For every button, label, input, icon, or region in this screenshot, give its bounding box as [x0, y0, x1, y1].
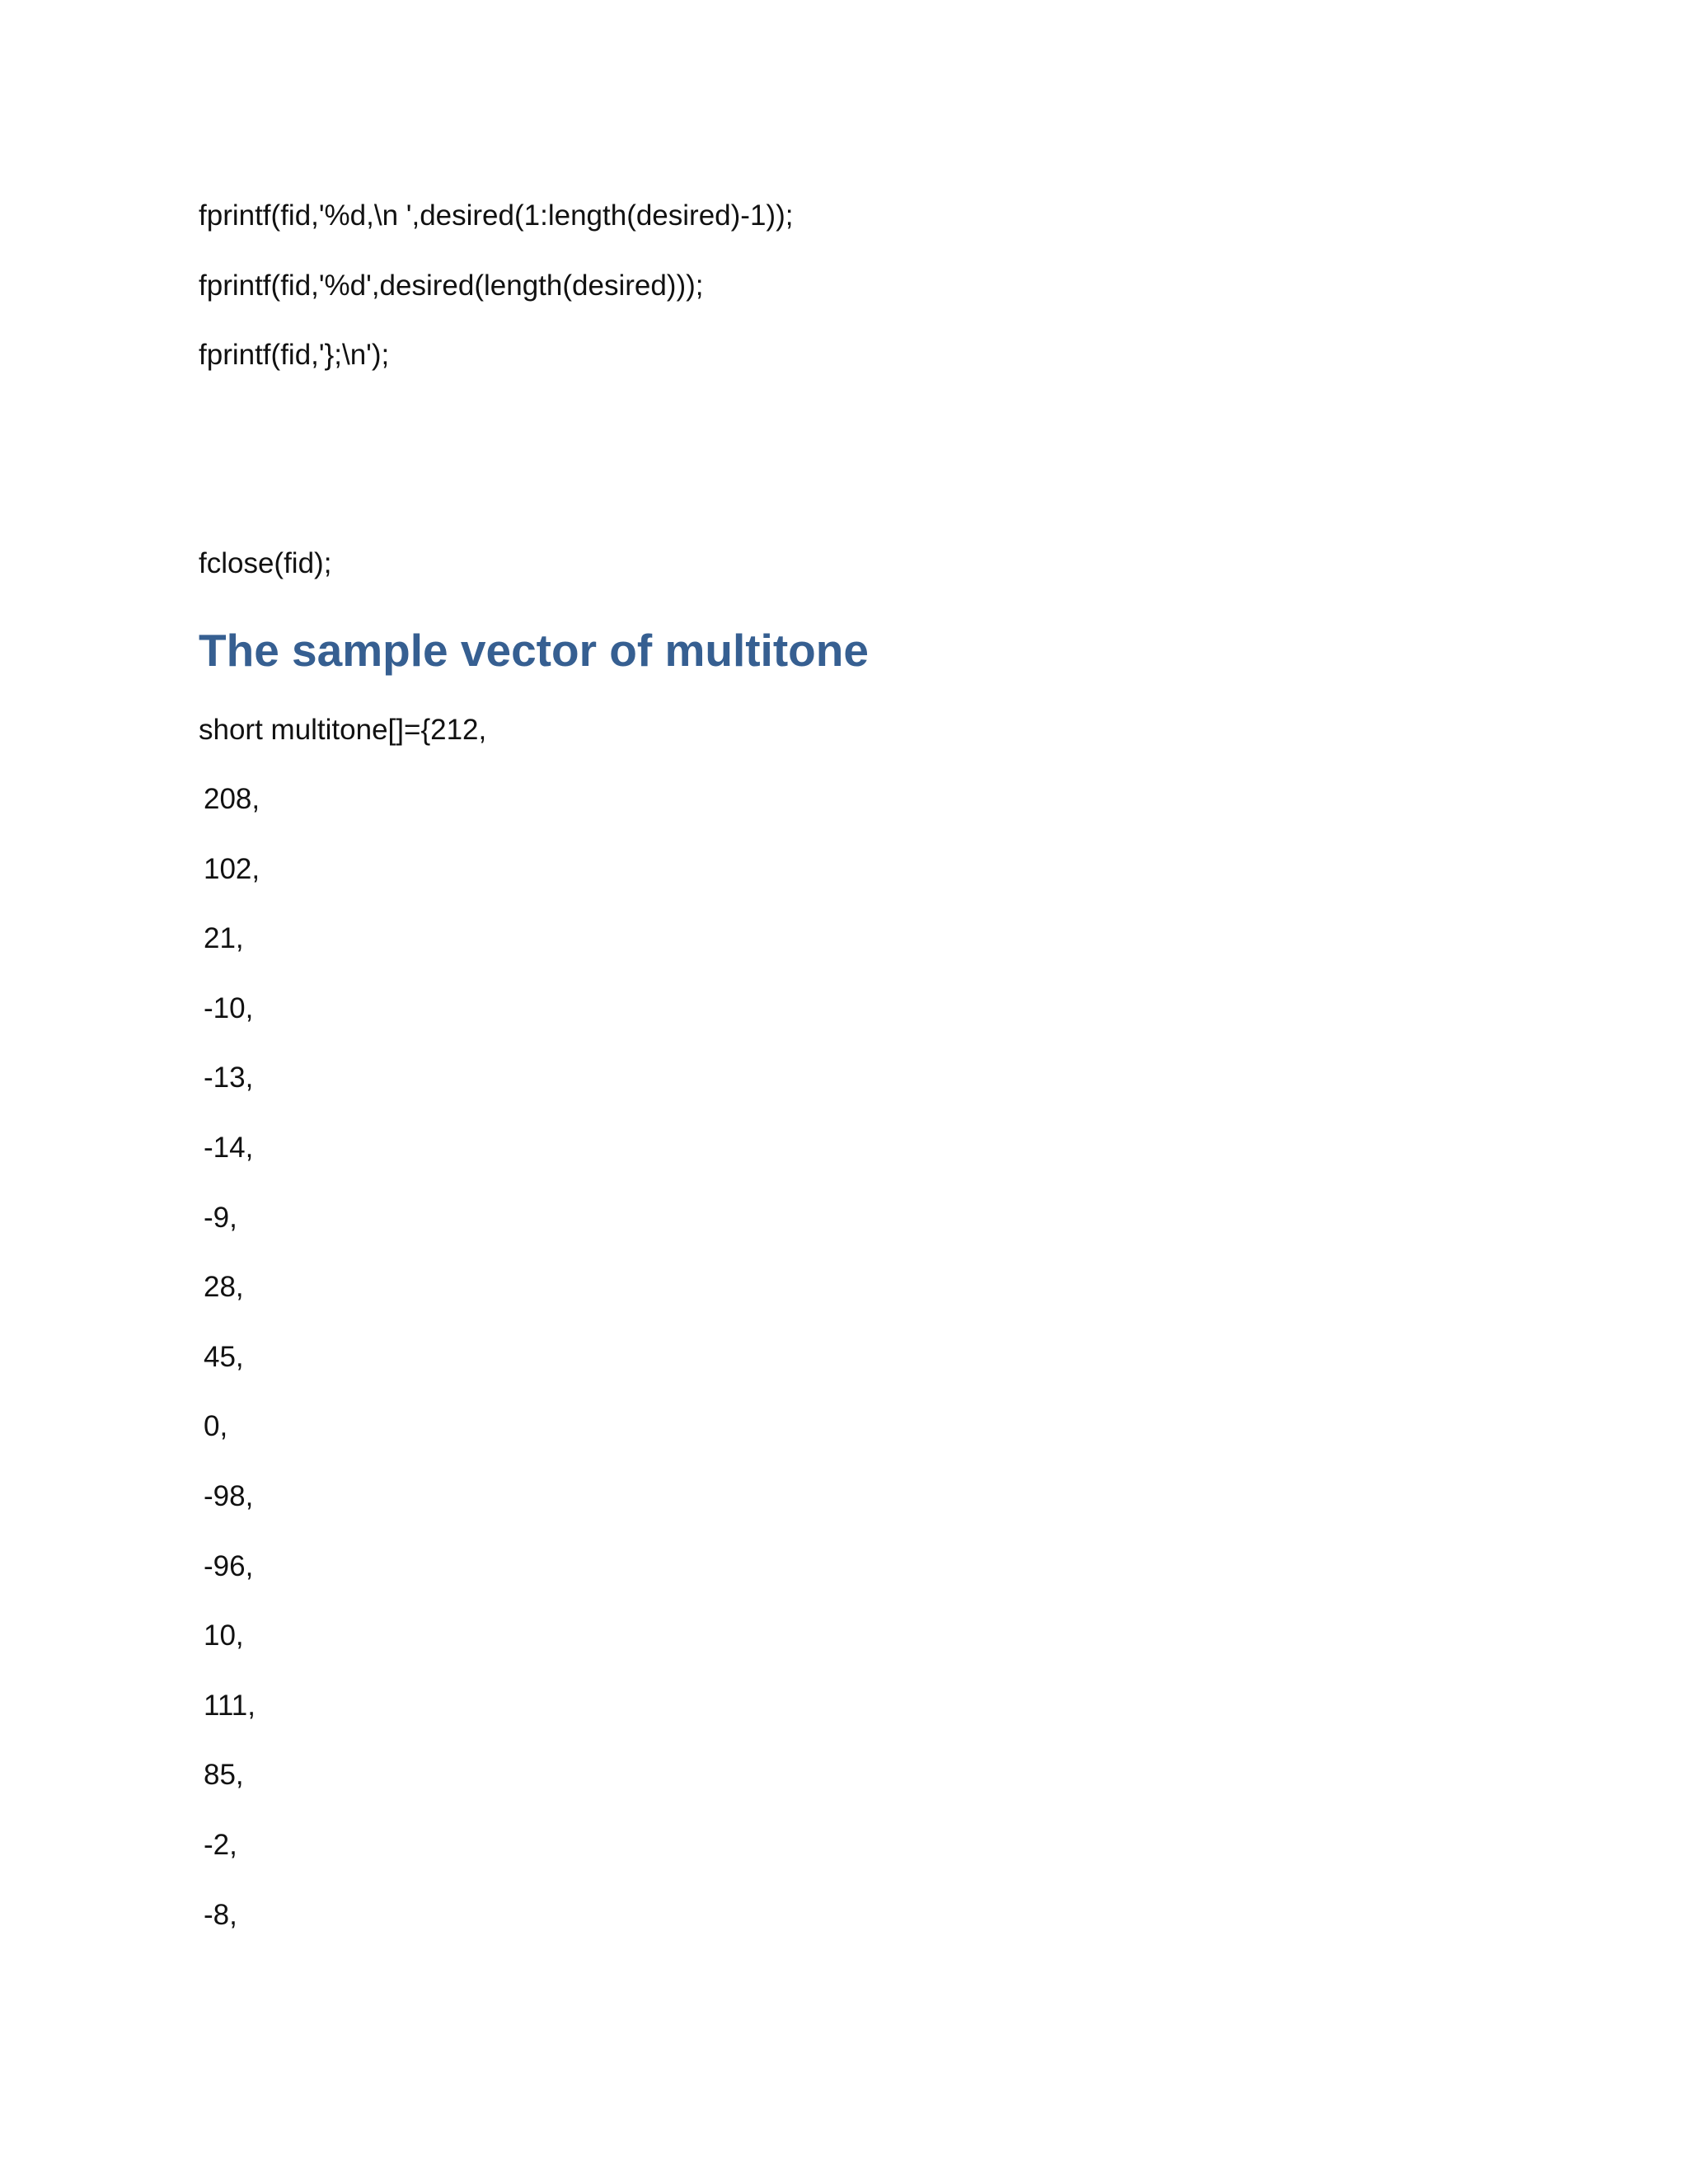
vector-value: -9,: [204, 1201, 237, 1234]
vector-value: 28,: [204, 1271, 244, 1304]
vector-value: -10,: [204, 991, 254, 1024]
code-line-fprintf-close-brace: fprintf(fid,'};\n');: [199, 339, 390, 371]
vector-value: -14,: [204, 1132, 254, 1164]
vector-value: -98,: [204, 1480, 254, 1512]
vector-value: 85,: [204, 1759, 244, 1792]
code-line-fprintf-desired-last: fprintf(fid,'%d',desired(length(desired)));: [199, 269, 704, 302]
vector-value: 21,: [204, 922, 244, 955]
vector-value: 10,: [204, 1619, 244, 1652]
vector-value: -96,: [204, 1549, 254, 1582]
vector-value: 111,: [204, 1689, 256, 1722]
vector-value: -2,: [204, 1829, 237, 1861]
code-line-fprintf-desired-range: fprintf(fid,'%d,\n ',desired(1:length(desired)-1));: [199, 199, 794, 232]
vector-value: -13,: [204, 1062, 254, 1094]
vector-value: 45,: [204, 1340, 244, 1373]
vector-declaration: short multitone[]={212,: [199, 714, 487, 746]
vector-value: 208,: [204, 783, 260, 815]
vector-value: -8,: [204, 1898, 237, 1931]
vector-value: 102,: [204, 852, 260, 885]
code-line-fclose: fclose(fid);: [199, 547, 332, 579]
section-heading: The sample vector of multitone: [199, 625, 869, 676]
vector-value: 0,: [204, 1410, 228, 1443]
